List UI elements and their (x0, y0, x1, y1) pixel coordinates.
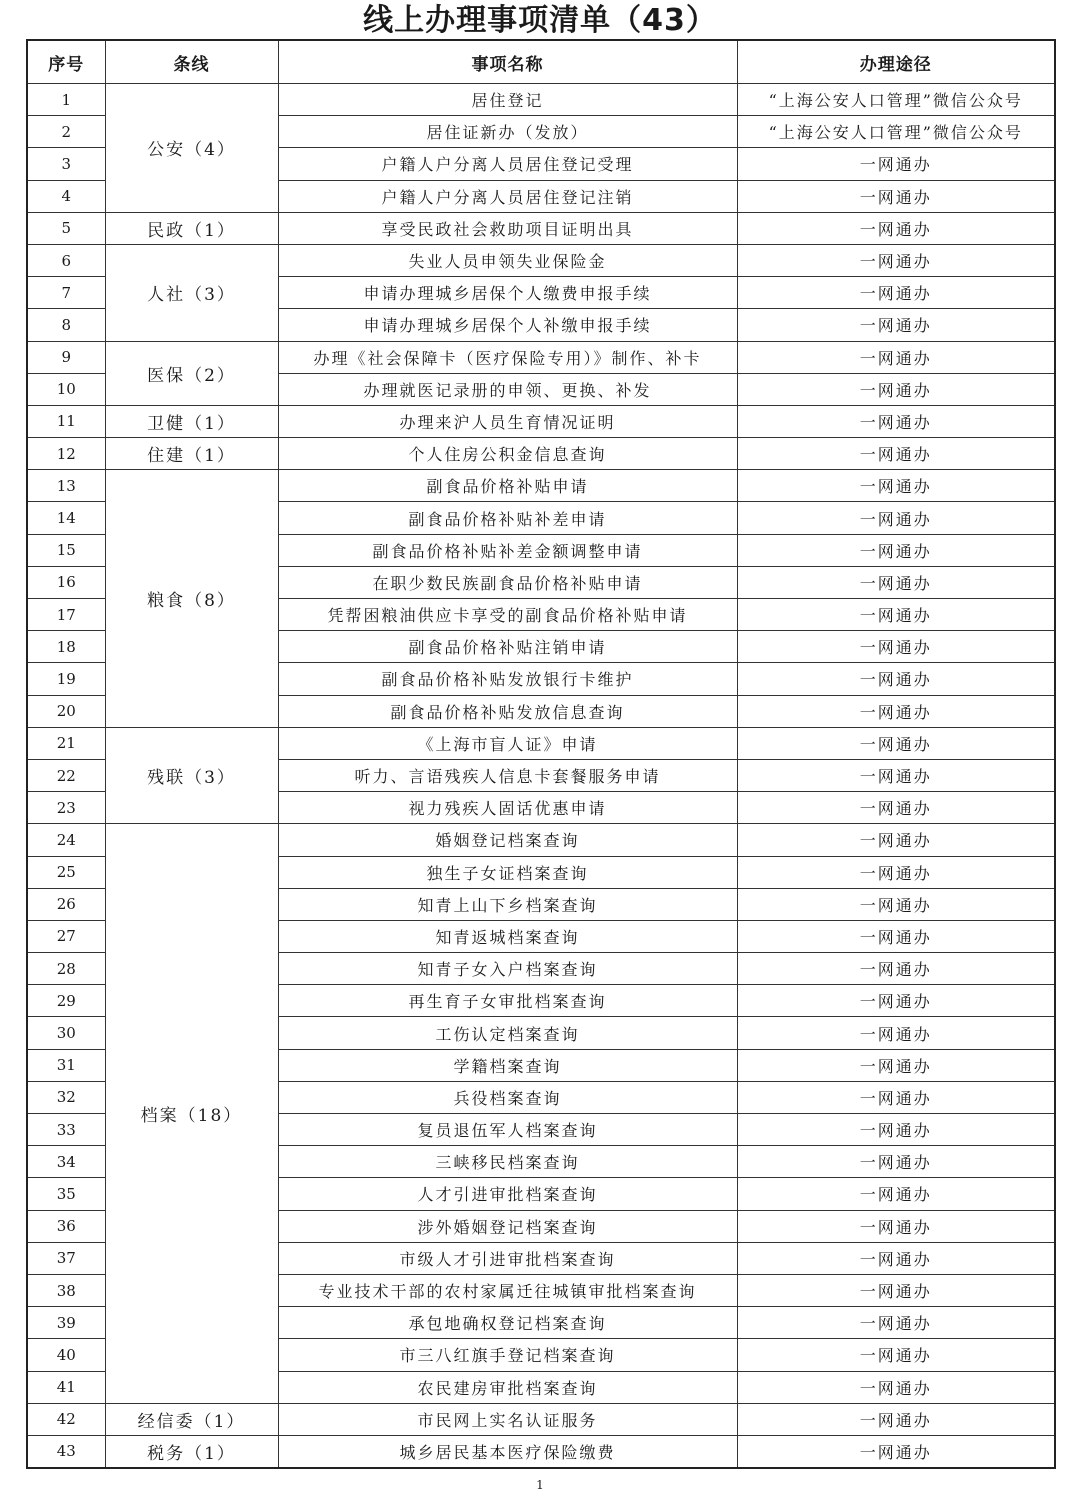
row-channel: 一网通办 (737, 244, 1055, 276)
row-seq: 33 (27, 1114, 105, 1146)
row-channel: 一网通办 (737, 1371, 1055, 1403)
row-channel: 一网通办 (737, 953, 1055, 985)
row-channel: 一网通办 (737, 502, 1055, 534)
row-seq: 40 (27, 1339, 105, 1371)
row-item-name: 副食品价格补贴补差金额调整申请 (278, 534, 737, 566)
row-item-name: 副食品价格补贴申请 (278, 470, 737, 502)
row-seq: 7 (27, 277, 105, 309)
row-category: 粮食（8） (105, 470, 278, 728)
row-category: 残联（3） (105, 727, 278, 824)
row-channel: 一网通办 (737, 727, 1055, 759)
table-row (27, 470, 1055, 502)
row-channel: 一网通办 (737, 1403, 1055, 1435)
row-item-name: 市民网上实名认证服务 (278, 1403, 737, 1435)
row-channel: 一网通办 (737, 566, 1055, 598)
row-channel: 一网通办 (737, 888, 1055, 920)
document-title: 线上办理事项清单（43） (363, 3, 717, 38)
row-channel: 一网通办 (737, 985, 1055, 1017)
row-seq: 13 (27, 470, 105, 502)
row-seq: 29 (27, 985, 105, 1017)
header-name: 事项名称 (278, 40, 737, 84)
table-body (27, 84, 1055, 1469)
table-row (27, 1403, 1055, 1435)
row-seq: 11 (27, 405, 105, 437)
row-category: 医保（2） (105, 341, 278, 405)
row-channel: 一网通办 (737, 695, 1055, 727)
row-seq: 2 (27, 116, 105, 148)
row-item-name: 副食品价格补贴注销申请 (278, 631, 737, 663)
row-seq: 9 (27, 341, 105, 373)
row-item-name: 视力残疾人固话优惠申请 (278, 792, 737, 824)
row-item-name: 副食品价格补贴发放信息查询 (278, 695, 737, 727)
row-item-name: 独生子女证档案查询 (278, 856, 737, 888)
row-seq: 32 (27, 1081, 105, 1113)
row-item-name: 个人住房公积金信息查询 (278, 438, 737, 470)
row-item-name: 申请办理城乡居保个人缴费申报手续 (278, 277, 737, 309)
row-item-name: 承包地确权登记档案查询 (278, 1307, 737, 1339)
row-channel: 一网通办 (737, 1274, 1055, 1306)
row-channel: 一网通办 (737, 1017, 1055, 1049)
row-channel: 一网通办 (737, 373, 1055, 405)
row-channel: 一网通办 (737, 1307, 1055, 1339)
row-seq: 23 (27, 792, 105, 824)
table-row (27, 405, 1055, 437)
table-row (27, 824, 1055, 856)
row-seq: 17 (27, 599, 105, 631)
table-row (27, 438, 1055, 470)
row-channel: 一网通办 (737, 277, 1055, 309)
row-item-name: 凭帮困粮油供应卡享受的副食品价格补贴申请 (278, 599, 737, 631)
row-item-name: 《上海市盲人证》申请 (278, 727, 737, 759)
row-channel: 一网通办 (737, 309, 1055, 341)
row-item-name: 在职少数民族副食品价格补贴申请 (278, 566, 737, 598)
row-item-name: 知青返城档案查询 (278, 920, 737, 952)
row-item-name: 再生育子女审批档案查询 (278, 985, 737, 1017)
row-channel: 一网通办 (737, 1081, 1055, 1113)
row-channel: 一网通办 (737, 1146, 1055, 1178)
row-item-name: 居住登记 (278, 84, 737, 116)
row-seq: 43 (27, 1435, 105, 1468)
row-item-name: 知青子女入户档案查询 (278, 953, 737, 985)
header-line: 条线 (105, 40, 278, 84)
row-channel: 一网通办 (737, 180, 1055, 212)
page-number: 1 (536, 1478, 544, 1492)
row-channel: 一网通办 (737, 1435, 1055, 1468)
row-item-name: 户籍人户分离人员居住登记受理 (278, 148, 737, 180)
row-item-name: 工伤认定档案查询 (278, 1017, 737, 1049)
row-seq: 12 (27, 438, 105, 470)
row-channel: “上海公安人口管理”微信公众号 (737, 84, 1055, 116)
table-row (27, 244, 1055, 276)
row-channel: 一网通办 (737, 534, 1055, 566)
row-seq: 31 (27, 1049, 105, 1081)
table-row (27, 84, 1055, 116)
row-seq: 5 (27, 212, 105, 244)
row-item-name: 复员退伍军人档案查询 (278, 1114, 737, 1146)
row-seq: 8 (27, 309, 105, 341)
header-seq: 序号 (27, 40, 105, 84)
row-item-name: 农民建房审批档案查询 (278, 1371, 737, 1403)
row-item-name: 学籍档案查询 (278, 1049, 737, 1081)
table-row (27, 1435, 1055, 1468)
row-channel: 一网通办 (737, 1339, 1055, 1371)
row-item-name: 办理就医记录册的申领、更换、补发 (278, 373, 737, 405)
row-seq: 22 (27, 759, 105, 791)
header-channel: 办理途径 (737, 40, 1055, 84)
row-channel: 一网通办 (737, 212, 1055, 244)
row-seq: 38 (27, 1274, 105, 1306)
row-category: 公安（4） (105, 84, 278, 213)
row-seq: 37 (27, 1242, 105, 1274)
row-channel: 一网通办 (737, 405, 1055, 437)
row-item-name: 申请办理城乡居保个人补缴申报手续 (278, 309, 737, 341)
row-seq: 19 (27, 663, 105, 695)
row-item-name: 办理《社会保障卡（医疗保险专用）》制作、补卡 (278, 341, 737, 373)
row-channel: 一网通办 (737, 663, 1055, 695)
row-item-name: 副食品价格补贴补差申请 (278, 502, 737, 534)
row-item-name: 市级人才引进审批档案查询 (278, 1242, 737, 1274)
row-channel: 一网通办 (737, 824, 1055, 856)
row-channel: 一网通办 (737, 920, 1055, 952)
row-item-name: 婚姻登记档案查询 (278, 824, 737, 856)
row-channel: 一网通办 (737, 599, 1055, 631)
table-row (27, 341, 1055, 373)
row-category: 民政（1） (105, 212, 278, 244)
row-item-name: 失业人员申领失业保险金 (278, 244, 737, 276)
row-seq: 26 (27, 888, 105, 920)
row-channel: 一网通办 (737, 341, 1055, 373)
row-item-name: 享受民政社会救助项目证明出具 (278, 212, 737, 244)
row-item-name: 办理来沪人员生育情况证明 (278, 405, 737, 437)
row-item-name: 兵役档案查询 (278, 1081, 737, 1113)
row-seq: 15 (27, 534, 105, 566)
table-row (27, 727, 1055, 759)
row-category: 经信委（1） (105, 1403, 278, 1435)
row-channel: 一网通办 (737, 759, 1055, 791)
row-seq: 3 (27, 148, 105, 180)
row-category: 人社（3） (105, 244, 278, 341)
table-row (27, 212, 1055, 244)
row-category: 住建（1） (105, 438, 278, 470)
row-item-name: 人才引进审批档案查询 (278, 1178, 737, 1210)
row-seq: 36 (27, 1210, 105, 1242)
row-item-name: 涉外婚姻登记档案查询 (278, 1210, 737, 1242)
row-channel: 一网通办 (737, 1242, 1055, 1274)
row-category: 档案（18） (105, 824, 278, 1403)
row-seq: 42 (27, 1403, 105, 1435)
row-channel: “上海公安人口管理”微信公众号 (737, 116, 1055, 148)
row-channel: 一网通办 (737, 856, 1055, 888)
row-seq: 4 (27, 180, 105, 212)
row-seq: 21 (27, 727, 105, 759)
row-item-name: 城乡居民基本医疗保险缴费 (278, 1435, 737, 1468)
row-seq: 34 (27, 1146, 105, 1178)
row-seq: 6 (27, 244, 105, 276)
row-channel: 一网通办 (737, 148, 1055, 180)
row-seq: 10 (27, 373, 105, 405)
row-seq: 20 (27, 695, 105, 727)
table-header-row (27, 40, 1055, 84)
row-seq: 1 (27, 84, 105, 116)
row-seq: 24 (27, 824, 105, 856)
row-channel: 一网通办 (737, 1178, 1055, 1210)
row-item-name: 市三八红旗手登记档案查询 (278, 1339, 737, 1371)
row-item-name: 知青上山下乡档案查询 (278, 888, 737, 920)
row-item-name: 听力、言语残疾人信息卡套餐服务申请 (278, 759, 737, 791)
row-item-name: 专业技术干部的农村家属迁往城镇审批档案查询 (278, 1274, 737, 1306)
row-seq: 30 (27, 1017, 105, 1049)
row-seq: 28 (27, 953, 105, 985)
row-channel: 一网通办 (737, 1114, 1055, 1146)
row-seq: 16 (27, 566, 105, 598)
row-channel: 一网通办 (737, 470, 1055, 502)
row-seq: 25 (27, 856, 105, 888)
row-item-name: 三峡移民档案查询 (278, 1146, 737, 1178)
row-channel: 一网通办 (737, 1210, 1055, 1242)
row-category: 卫健（1） (105, 405, 278, 437)
row-seq: 27 (27, 920, 105, 952)
row-seq: 35 (27, 1178, 105, 1210)
row-channel: 一网通办 (737, 792, 1055, 824)
row-seq: 41 (27, 1371, 105, 1403)
row-item-name: 副食品价格补贴发放银行卡维护 (278, 663, 737, 695)
row-channel: 一网通办 (737, 631, 1055, 663)
row-item-name: 户籍人户分离人员居住登记注销 (278, 180, 737, 212)
row-seq: 18 (27, 631, 105, 663)
row-channel: 一网通办 (737, 438, 1055, 470)
row-item-name: 居住证新办（发放） (278, 116, 737, 148)
row-category: 税务（1） (105, 1435, 278, 1468)
row-channel: 一网通办 (737, 1049, 1055, 1081)
row-seq: 39 (27, 1307, 105, 1339)
row-seq: 14 (27, 502, 105, 534)
service-list-table (26, 39, 1056, 1469)
